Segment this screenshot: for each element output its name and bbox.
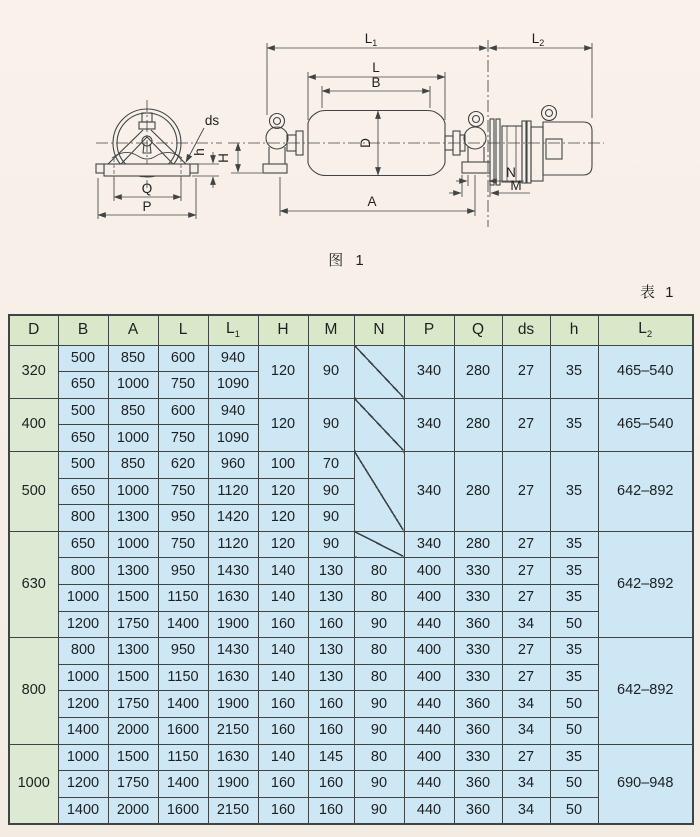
- dim-label-h-small: h: [192, 148, 207, 156]
- value-cell: 1200: [58, 611, 108, 638]
- table-row: [9, 611, 693, 638]
- value-cell: 120: [258, 345, 308, 398]
- table-row: [9, 664, 693, 691]
- dim-label-l1: $L_1$: [364, 31, 378, 48]
- value-cell: 130: [308, 664, 354, 691]
- value-cell: 50: [550, 611, 598, 638]
- value-cell: 1000: [108, 478, 158, 505]
- value-cell: 90: [308, 531, 354, 558]
- value-cell: 34: [502, 797, 550, 824]
- value-cell: 440: [404, 611, 454, 638]
- diameter-cell: 800: [9, 638, 58, 744]
- value-cell: 600: [158, 398, 208, 425]
- value-cell: 1120: [208, 478, 258, 505]
- value-cell: 600: [158, 345, 208, 372]
- value-cell: 400: [404, 638, 454, 665]
- value-cell: 330: [454, 744, 502, 771]
- table-row: [9, 398, 693, 425]
- value-cell: 27: [502, 584, 550, 611]
- dimension-labels: [142, 31, 545, 214]
- value-cell: 140: [258, 638, 308, 665]
- value-cell: 465–540: [598, 345, 693, 398]
- value-cell: 160: [308, 771, 354, 798]
- value-cell: 650: [58, 531, 108, 558]
- value-cell: 800: [58, 558, 108, 585]
- value-cell: 850: [108, 345, 158, 372]
- value-cell: 1150: [158, 664, 208, 691]
- value-cell: 1300: [108, 505, 158, 532]
- value-cell: 500: [58, 345, 108, 372]
- value-cell: 50: [550, 771, 598, 798]
- value-cell: 960: [208, 451, 258, 478]
- table-row: [9, 691, 693, 718]
- value-cell: 440: [404, 797, 454, 824]
- value-cell: 160: [308, 718, 354, 745]
- value-cell: 160: [308, 691, 354, 718]
- column-header: P: [404, 315, 454, 345]
- value-cell: 80: [354, 744, 404, 771]
- value-cell: 35: [550, 744, 598, 771]
- value-cell: 34: [502, 771, 550, 798]
- value-cell: 950: [158, 638, 208, 665]
- value-cell: 1000: [108, 531, 158, 558]
- table-row: [9, 718, 693, 745]
- end-view: [96, 100, 222, 188]
- value-cell: 1150: [158, 584, 208, 611]
- value-cell: 90: [308, 398, 354, 451]
- value-cell: 750: [158, 372, 208, 399]
- value-cell: 642–892: [598, 451, 693, 531]
- value-cell: 750: [158, 531, 208, 558]
- value-cell: 950: [158, 558, 208, 585]
- dim-label-q: Q: [141, 181, 153, 196]
- value-cell: 280: [454, 398, 502, 451]
- value-cell: 1900: [208, 771, 258, 798]
- value-cell: 1420: [208, 505, 258, 532]
- value-cell: 1500: [108, 584, 158, 611]
- value-cell: 80: [354, 638, 404, 665]
- value-cell: 1900: [208, 611, 258, 638]
- value-cell: 70: [308, 451, 354, 478]
- value-cell: 330: [454, 638, 502, 665]
- dim-label-h-cap: H: [216, 153, 231, 163]
- value-cell: 642–892: [598, 638, 693, 744]
- value-cell: 1400: [58, 797, 108, 824]
- value-cell: 642–892: [598, 531, 693, 637]
- column-header: Q: [454, 315, 502, 345]
- diameter-cell: 500: [9, 451, 58, 531]
- value-cell: 1400: [58, 718, 108, 745]
- table-row: [9, 638, 693, 665]
- value-cell: 360: [454, 611, 502, 638]
- diameter-cell: 630: [9, 531, 58, 637]
- column-header: N: [354, 315, 404, 345]
- column-header: ds: [502, 315, 550, 345]
- value-cell: 1200: [58, 771, 108, 798]
- table-row: [9, 345, 693, 372]
- value-cell: 340: [404, 345, 454, 398]
- column-header: D: [9, 315, 58, 345]
- value-cell: 1000: [58, 664, 108, 691]
- dim-label-l: L: [372, 60, 380, 75]
- value-cell: 120: [258, 531, 308, 558]
- value-cell: 280: [454, 451, 502, 531]
- value-cell: 1500: [108, 744, 158, 771]
- dim-label-l2: $L_2$: [531, 31, 545, 48]
- value-cell: 280: [454, 531, 502, 558]
- value-cell: 140: [258, 744, 308, 771]
- value-cell: 27: [502, 398, 550, 451]
- value-cell: 1630: [208, 744, 258, 771]
- dim-label-d: D: [358, 138, 373, 148]
- diameter-cell: 1000: [9, 744, 58, 824]
- column-header: H: [258, 315, 308, 345]
- na-slash-cell: [354, 345, 404, 398]
- table-row: [9, 451, 693, 478]
- value-cell: 130: [308, 558, 354, 585]
- table-row: [9, 558, 693, 585]
- table-row: [9, 744, 693, 771]
- value-cell: 160: [258, 797, 308, 824]
- value-cell: 90: [354, 691, 404, 718]
- diameter-cell: 400: [9, 398, 58, 451]
- value-cell: 130: [308, 638, 354, 665]
- value-cell: 400: [404, 584, 454, 611]
- value-cell: 160: [258, 718, 308, 745]
- value-cell: 1000: [58, 744, 108, 771]
- column-header: M: [308, 315, 354, 345]
- value-cell: 280: [454, 345, 502, 398]
- value-cell: 80: [354, 584, 404, 611]
- table-row: [9, 584, 693, 611]
- value-cell: 1090: [208, 425, 258, 452]
- value-cell: 100: [258, 451, 308, 478]
- value-cell: 120: [258, 478, 308, 505]
- value-cell: 1500: [108, 664, 158, 691]
- value-cell: 27: [502, 744, 550, 771]
- value-cell: 50: [550, 718, 598, 745]
- value-cell: 440: [404, 718, 454, 745]
- value-cell: 360: [454, 718, 502, 745]
- table-row: [9, 771, 693, 798]
- value-cell: 1400: [158, 771, 208, 798]
- value-cell: 120: [258, 398, 308, 451]
- value-cell: 800: [58, 505, 108, 532]
- value-cell: 850: [108, 451, 158, 478]
- value-cell: 1000: [58, 584, 108, 611]
- value-cell: 27: [502, 638, 550, 665]
- value-cell: 140: [258, 558, 308, 585]
- dim-label-a: A: [367, 194, 377, 209]
- value-cell: 1300: [108, 638, 158, 665]
- value-cell: 850: [108, 398, 158, 425]
- value-cell: 440: [404, 771, 454, 798]
- value-cell: 620: [158, 451, 208, 478]
- figure-caption: 图 1: [328, 252, 368, 269]
- value-cell: 140: [258, 584, 308, 611]
- dim-label-n: N: [506, 165, 516, 180]
- value-cell: 160: [258, 611, 308, 638]
- dim-label-p: P: [142, 199, 152, 214]
- value-cell: 800: [58, 638, 108, 665]
- value-cell: 650: [58, 478, 108, 505]
- value-cell: 330: [454, 558, 502, 585]
- diameter-cell: 320: [9, 345, 58, 398]
- value-cell: 1750: [108, 691, 158, 718]
- value-cell: 35: [550, 558, 598, 585]
- value-cell: 145: [308, 744, 354, 771]
- value-cell: 360: [454, 797, 502, 824]
- na-slash-cell: [354, 531, 404, 558]
- value-cell: 400: [404, 744, 454, 771]
- value-cell: 2000: [108, 797, 158, 824]
- value-cell: 1600: [158, 718, 208, 745]
- value-cell: 940: [208, 398, 258, 425]
- value-cell: 1750: [108, 611, 158, 638]
- value-cell: 1000: [108, 372, 158, 399]
- value-cell: 750: [158, 425, 208, 452]
- value-cell: 27: [502, 531, 550, 558]
- value-cell: 27: [502, 451, 550, 531]
- dim-label-ds: ds: [204, 113, 220, 128]
- value-cell: 500: [58, 398, 108, 425]
- value-cell: 90: [354, 611, 404, 638]
- value-cell: 650: [58, 425, 108, 452]
- value-cell: 2150: [208, 797, 258, 824]
- value-cell: 35: [550, 451, 598, 531]
- value-cell: 35: [550, 584, 598, 611]
- value-cell: 90: [308, 478, 354, 505]
- table-caption: 表 1: [640, 284, 677, 301]
- value-cell: 360: [454, 691, 502, 718]
- value-cell: 1090: [208, 372, 258, 399]
- value-cell: 1750: [108, 771, 158, 798]
- value-cell: 35: [550, 638, 598, 665]
- value-cell: 1200: [58, 691, 108, 718]
- value-cell: 2150: [208, 718, 258, 745]
- value-cell: 35: [550, 531, 598, 558]
- value-cell: 330: [454, 664, 502, 691]
- value-cell: 340: [404, 531, 454, 558]
- column-header: L: [158, 315, 208, 345]
- value-cell: 1900: [208, 691, 258, 718]
- value-cell: 690–948: [598, 744, 693, 824]
- value-cell: 1630: [208, 664, 258, 691]
- value-cell: 50: [550, 797, 598, 824]
- value-cell: 360: [454, 771, 502, 798]
- value-cell: 1400: [158, 691, 208, 718]
- value-cell: 90: [354, 797, 404, 824]
- value-cell: 950: [158, 505, 208, 532]
- dimension-lines: [98, 40, 592, 227]
- value-cell: 330: [454, 584, 502, 611]
- value-cell: 2000: [108, 718, 158, 745]
- value-cell: 27: [502, 664, 550, 691]
- value-cell: 34: [502, 691, 550, 718]
- value-cell: 400: [404, 664, 454, 691]
- na-slash-cell: [354, 451, 404, 531]
- value-cell: 50: [550, 691, 598, 718]
- value-cell: 160: [308, 797, 354, 824]
- value-cell: 130: [308, 584, 354, 611]
- column-header: h: [550, 315, 598, 345]
- value-cell: 34: [502, 718, 550, 745]
- value-cell: 650: [58, 372, 108, 399]
- value-cell: 400: [404, 558, 454, 585]
- value-cell: 90: [308, 345, 354, 398]
- value-cell: 90: [354, 718, 404, 745]
- value-cell: 1630: [208, 584, 258, 611]
- value-cell: 90: [354, 771, 404, 798]
- column-header: A: [108, 315, 158, 345]
- column-header: $L_1$: [208, 315, 258, 345]
- value-cell: 1150: [158, 744, 208, 771]
- value-cell: 140: [258, 664, 308, 691]
- value-cell: 34: [502, 611, 550, 638]
- value-cell: 160: [258, 771, 308, 798]
- value-cell: 35: [550, 345, 598, 398]
- value-cell: 160: [258, 691, 308, 718]
- dim-label-m: M: [510, 178, 522, 193]
- column-header: $L_2$: [598, 315, 693, 345]
- value-cell: 1400: [158, 611, 208, 638]
- value-cell: 1430: [208, 558, 258, 585]
- value-cell: 90: [308, 505, 354, 532]
- value-cell: 27: [502, 345, 550, 398]
- value-cell: 120: [258, 505, 308, 532]
- table-row: [9, 797, 693, 824]
- value-cell: 160: [308, 611, 354, 638]
- value-cell: 340: [404, 451, 454, 531]
- spec-table: [8, 314, 694, 825]
- value-cell: 465–540: [598, 398, 693, 451]
- value-cell: 1600: [158, 797, 208, 824]
- value-cell: 1120: [208, 531, 258, 558]
- header-row: [9, 315, 693, 345]
- value-cell: 80: [354, 558, 404, 585]
- value-cell: 1430: [208, 638, 258, 665]
- value-cell: 500: [58, 451, 108, 478]
- na-slash-cell: [354, 398, 404, 451]
- value-cell: 440: [404, 691, 454, 718]
- spec-table-body: [9, 345, 693, 824]
- value-cell: 750: [158, 478, 208, 505]
- value-cell: 35: [550, 398, 598, 451]
- value-cell: 27: [502, 558, 550, 585]
- value-cell: 940: [208, 345, 258, 372]
- table-row: [9, 531, 693, 558]
- value-cell: 80: [354, 664, 404, 691]
- side-view: [228, 106, 604, 186]
- dim-label-b: B: [371, 75, 381, 90]
- value-cell: 1300: [108, 558, 158, 585]
- column-header: B: [58, 315, 108, 345]
- value-cell: 1000: [108, 425, 158, 452]
- value-cell: 35: [550, 664, 598, 691]
- spec-table-header: [9, 315, 693, 345]
- value-cell: 340: [404, 398, 454, 451]
